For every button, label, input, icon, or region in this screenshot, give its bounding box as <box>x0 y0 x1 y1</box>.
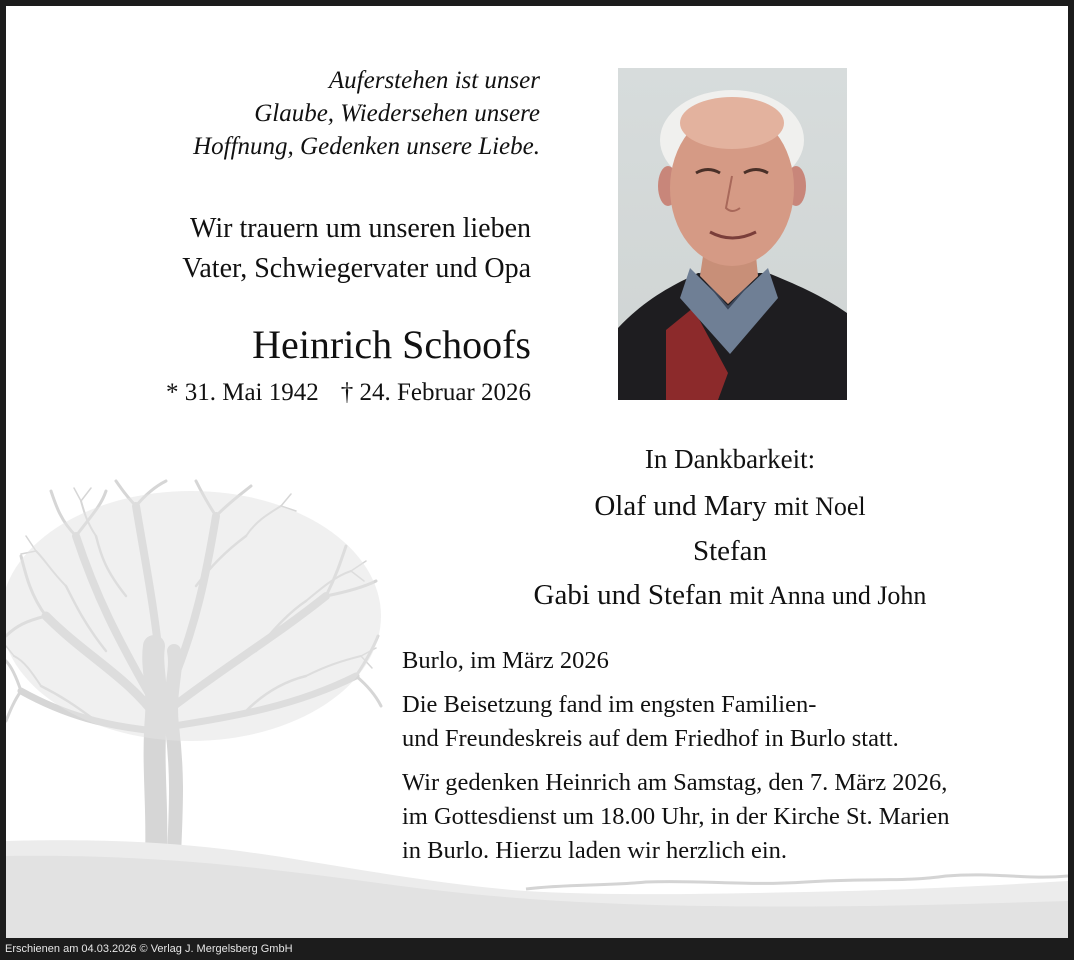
memorial-paragraph <box>402 766 1042 868</box>
portrait-photo <box>618 68 847 400</box>
memorial-line: im Gottesdienst um 18.00 Uhr, in der Kirche St. Marien <box>402 803 950 830</box>
mourner-children: mit Anna und John <box>729 581 927 610</box>
burial-line: und Freundeskreis auf dem Friedhof in Burlo statt. <box>402 725 899 752</box>
mourner-line <box>376 529 1068 573</box>
mourner-line <box>376 484 1068 529</box>
mourner-names: Gabi und Stefan <box>533 579 723 611</box>
memorial-line: Wir gedenken Heinrich am Samstag, den 7. März 2026, <box>402 769 948 796</box>
deceased-name: Heinrich Schoofs <box>252 322 531 367</box>
mourner-line <box>376 573 1068 618</box>
death-date: † 24. Februar 2026 <box>340 379 531 406</box>
quote-line: Glaube, Wiedersehen unsere <box>254 100 540 127</box>
burial-line: Die Beisetzung fand im engsten Familien- <box>402 691 817 718</box>
life-dates <box>66 376 531 410</box>
quote-line: Hoffnung, Gedenken unsere Liebe. <box>193 133 540 160</box>
intro-line: Vater, Schwiegervater und Opa <box>182 253 531 284</box>
place-date-line: Burlo, im März 2026 <box>402 647 609 674</box>
mourner-names: Olaf und Mary <box>594 490 767 522</box>
place-date <box>402 644 1042 678</box>
mourner-names: Stefan <box>692 535 768 567</box>
birth-date: * 31. Mai 1942 <box>165 379 319 406</box>
mourner-children: mit Noel <box>773 492 866 521</box>
publication-footer: Erschienen am 04.03.2026 © Verlag J. Mergelsberg GmbH <box>5 943 293 955</box>
mourners-heading: In Dankbarkeit: <box>644 444 816 474</box>
obituary-notice <box>6 6 1068 938</box>
memorial-line: in Burlo. Hierzu laden wir herzlich ein. <box>402 837 788 864</box>
intro-line: Wir trauern um unseren lieben <box>190 213 531 244</box>
mourning-intro <box>66 209 531 289</box>
notice-details <box>402 644 1042 878</box>
epitaph-quote <box>66 64 540 163</box>
burial-paragraph <box>402 688 1042 756</box>
quote-line: Auferstehen ist unser <box>328 67 540 94</box>
mourners-list <box>376 442 1068 618</box>
